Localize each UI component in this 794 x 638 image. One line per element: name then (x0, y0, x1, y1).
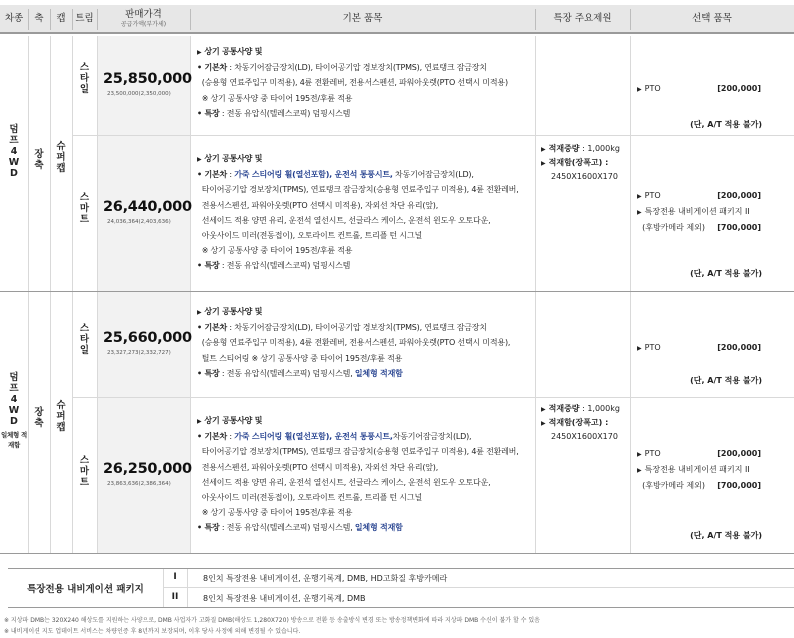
footnote: ※ 지상파 DMB는 320X240 해상도를 지원하는 사양으로, DMB 사업자가 고화질 DMB(해상도 1,280X720) 방송으로 전환 등 송출방식 변경 또는 방송정책변화에 따라 지상파 DMB 수신이 불가 할 수 있음 (4, 617, 540, 624)
footnote: ※ 내비게이션 지도 업데이트 서비스는 차량인증 후 8년까지 보장되며, 이후 당사 사정에 의해 변경될 수 있습니다. (4, 628, 301, 635)
option-item: ▶ PTO [200,000] (637, 191, 761, 200)
option-list (637, 81, 761, 97)
option-note: (단, A/T 적용 불가) (690, 531, 762, 540)
basic-items: ▶ 상기 공통사양 및 • 기본차 : 가죽 스티어링 휠(열선포함), 운전석 통풍시트,차동기어잠금장치(LD), 타이어공기압 경보장치(TPMS), 연료탱크 잠금장치(승용형 연료주입구 미적용), 4륜 전환레버, 전용서스펜션, 파워아웃렛(PTO 선택시 미적용), 자외선 차단 유리(앞), 선세이드 적용 양면 유리, 운전석 열선시트, 선글라스 케이스, 운전석 윈도우 오토다운, 아웃사이드 미러(전동접이), 오토라이트 컨트롤, 트리플 턴 시그널 ※ 상기 공통사양 중 타이어 195전/후륜 적용 • 특장 : 전동 유압식(텔레스코픽) 덤핑시스템, 일체형 적재함 (197, 416, 519, 533)
option-item: ▶ PTO [200,000] (637, 449, 761, 458)
header-axle: 축 (34, 13, 44, 25)
price-supply: 24,036,364(2,403,636) (107, 219, 171, 225)
option-note: (단, A/T 적용 불가) (690, 269, 762, 278)
table-header (0, 5, 794, 34)
option-item: ▶ 특장전용 내비게이션 패키지 II (637, 465, 750, 474)
header-trim: 트림 (75, 13, 94, 25)
nav-package-desc: 8인치 특장전용 내비게이션, 운행기록계, DMB (203, 594, 366, 603)
option-list (637, 446, 761, 493)
price-value: 26,250,000 (103, 461, 192, 477)
trim-label: 스 마 트 (79, 455, 90, 488)
nav-package-title: 특장전용 내비게이션 패키지 (27, 584, 144, 595)
option-item: ▶ PTO [200,000] (637, 84, 761, 93)
cab-label: 슈 퍼 캡 (56, 400, 66, 433)
axle-label: 장 축 (34, 407, 44, 429)
header-price-label: 판매가격 (125, 9, 162, 21)
trim-label: 스 타 일 (79, 323, 90, 356)
price-supply: 23,327,273(2,332,727) (107, 350, 171, 356)
header-options: 선택 품목 (692, 13, 732, 25)
option-list (637, 340, 761, 356)
price-supply: 23,500,000(2,350,000) (107, 91, 171, 97)
trim-label: 스 마 트 (79, 192, 90, 225)
nav-package-desc: 8인치 특장전용 내비게이션, 운행기록계, DMB, HD고화질 후방카메라 (203, 574, 448, 583)
header-cab: 캡 (56, 13, 66, 25)
model-label: 덤 프 4 W D (8, 124, 20, 179)
price-value: 26,440,000 (103, 199, 192, 215)
option-item: ▶ 특장전용 내비게이션 패키지 II (637, 207, 750, 216)
basic-items: ▶ 상기 공통사양 및 • 기본차 : 차동기어잠금장치(LD), 타이어공기압 경보장치(TPMS), 연료탱크 잠금장치 (승용형 연료주입구 미적용), 4륜 전환레버, 전용서스펜션, 파워아웃렛(PTO 선택시 미적용) ※ 상기 공통사양 중 타이어 195전/후륜 적용 • 특장 : 전동 유압식(텔레스코픽) 덤핑시스템 (197, 47, 508, 118)
spec-block: ▶ 적재중량 : 1,000kg ▶ 적재함(장폭고) : 2450X1600X170 (541, 144, 620, 181)
option-note: (단, A/T 적용 불가) (690, 120, 762, 129)
model-label: 덤 프 4 W D 일체형 적재함 (1, 372, 27, 449)
axle-label: 장 축 (34, 149, 44, 171)
option-note: (단, A/T 적용 불가) (690, 376, 762, 385)
option-list (637, 188, 761, 235)
basic-items: ▶ 상기 공통사양 및 • 기본차 : 가죽 스티어링 휠(열선포함), 운전석 통풍시트, 차동기어잠금장치(LD), 타이어공기압 경보장치(TPMS), 연료탱크 잠금장치(승용형 연료주입구 미적용), 4륜 전환레버, 전용서스펜션, 파워아웃렛(PTO 선택시 미적용), 자외선 차단 유리(앞), 선세이드 적용 양면 유리, 운전석 열선시트, 선글라스 케이스, 운전석 윈도우 오토다운, 아웃사이드 미러(전동접이), 오토라이트 컨트롤, 트리플 턴 시그널 ※ 상기 공통사양 중 타이어 195전/후륜 적용 • 특장 : 전동 유압식(텔레스코픽) 덤핑시스템 (197, 154, 519, 271)
price-value: 25,660,000 (103, 330, 192, 346)
price-supply: 23,863,636(2,386,364) (107, 481, 171, 487)
spec-block: ▶ 적재중량 : 1,000kg ▶ 적재함(장폭고) : 2450X1600X170 (541, 404, 620, 441)
header-basic: 기본 품목 (342, 13, 383, 25)
cab-label: 슈 퍼 캡 (56, 141, 66, 174)
trim-label: 스 타 일 (79, 62, 90, 95)
header-price-sub: 공급가액(부가세) (120, 20, 167, 28)
price-value: 25,850,000 (103, 71, 192, 87)
header-model: 차종 (4, 13, 24, 25)
nav-bottom-rule (8, 607, 794, 608)
header-spec: 특장 주요제원 (553, 13, 612, 25)
model-sub-label: 일체형 적재함 (1, 430, 27, 449)
basic-items: ▶ 상기 공통사양 및 • 기본차 : 차동기어잠금장치(LD), 타이어공기압 경보장치(TPMS), 연료탱크 잠금장치 (승용형 연료주입구 미적용), 4륜 전환레버, 전용서스펜션, 파워아웃렛(PTO 선택시 미적용), 틸트 스티어링 ※ 상기 공통사양 중 타이어 195전/후륜 적용 • 특장 : 전동 유압식(텔레스코픽) 덤핑시스템, 일체형 적재함 (197, 307, 511, 378)
option-item: (후방카메라 제외) [700,000] (642, 481, 761, 490)
option-item: (후방카메라 제외) [700,000] (642, 223, 761, 232)
nav-package-code: I (173, 572, 177, 582)
nav-package-code: II (171, 592, 179, 602)
header-price (97, 5, 190, 34)
option-item: ▶ PTO [200,000] (637, 343, 761, 352)
